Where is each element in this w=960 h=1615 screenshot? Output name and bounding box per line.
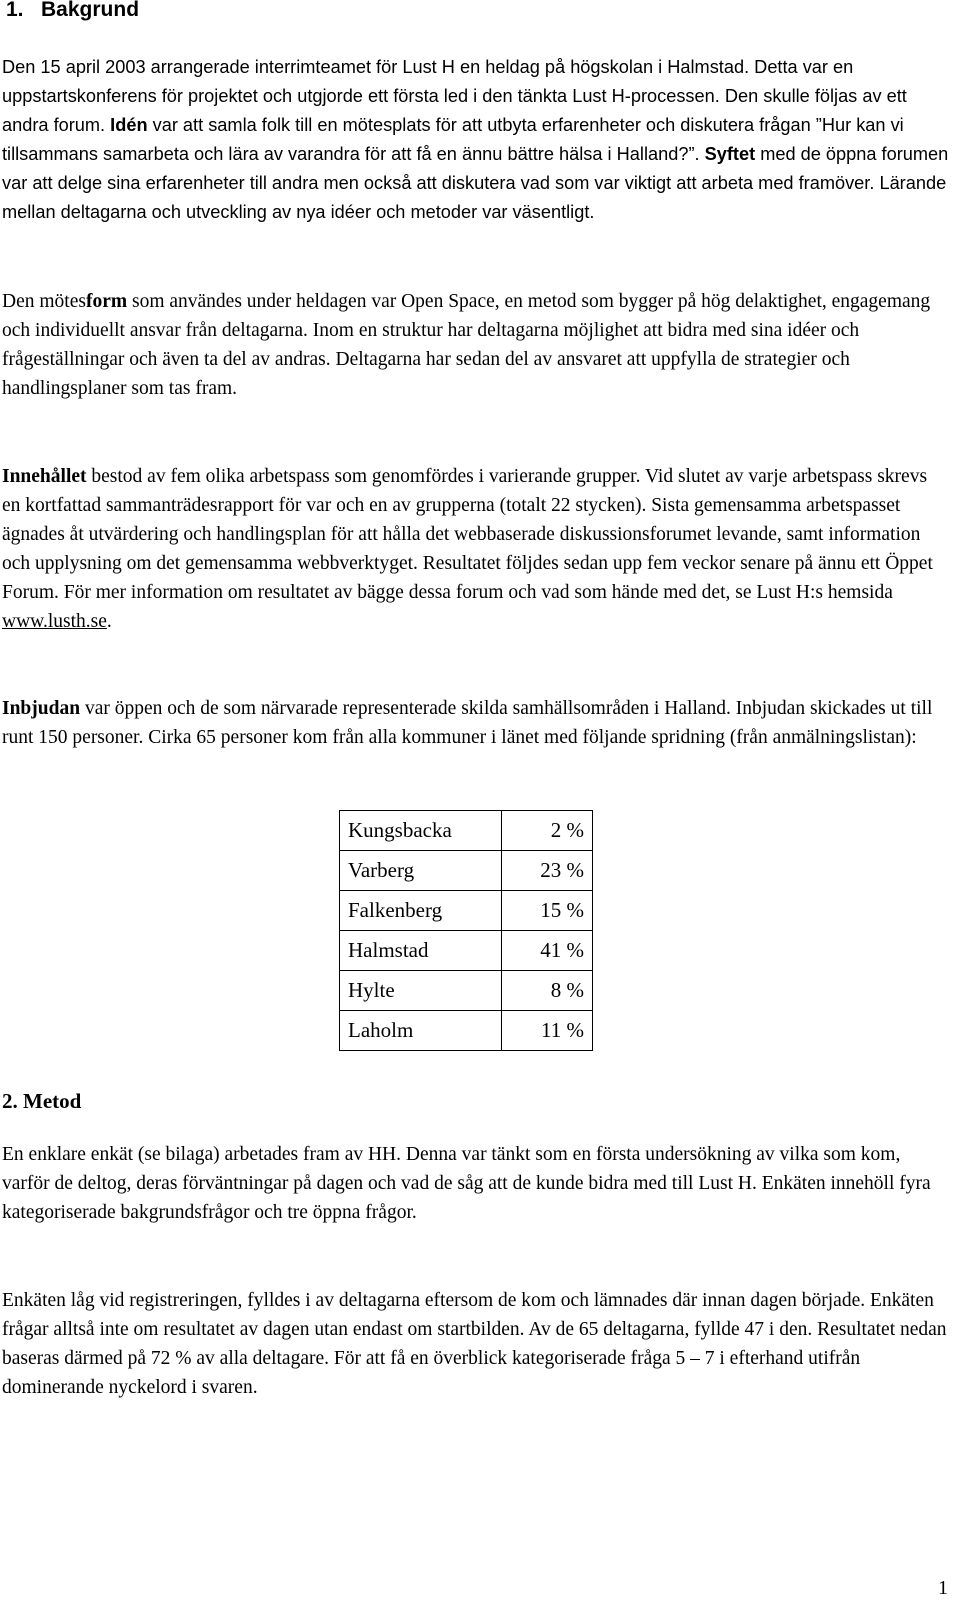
paragraph-background bbox=[2, 53, 950, 227]
table-row bbox=[340, 891, 593, 931]
percent-cell: 2 % bbox=[502, 811, 593, 851]
bold-term-innehallet: Innehållet bbox=[2, 466, 87, 487]
town-cell: Kungsbacka bbox=[340, 811, 502, 851]
text-run: Den 15 april 2003 arrangerade interrimteamet för Lust H en heldag på högskolan i Halmstad. Detta var en uppstartskonferens för projektet och utgjorde ett första led i den tänkta Lust H-processen. Den skulle följas av ett andra forum. bbox=[2, 57, 907, 135]
town-cell: Falkenberg bbox=[340, 891, 502, 931]
paragraph-invitation bbox=[2, 694, 950, 752]
bold-term-inbjudan: Inbjudan bbox=[2, 698, 81, 719]
town-cell: Hylte bbox=[340, 971, 502, 1011]
text-run: Den mötes bbox=[2, 291, 86, 312]
town-cell: Varberg bbox=[340, 851, 502, 891]
text-run: bestod av fem olika arbetspass som genomfördes i varierande grupper. Vid slutet av varje arbetspass skrevs en kortfattad sammanträdesrapport för var och en av grupperna (totalt 22 stycken). Sista gemensamma arbetspasset ägnades åt utvärdering och handlingsplan för att hålla det webbaserade diskussionsforumet levande, samt information och upplysning om det gemensamma webbverktyget. Resultatet följdes sedan upp fem veckor senare på ännu ett Öppet Forum. För mer information om resultatet av bägge dessa forum och vad som hände med det, se Lust H:s hemsida bbox=[2, 466, 933, 603]
bold-term-form: form bbox=[85, 291, 128, 312]
text-run: med de öppna forumen var att delge sina erfarenheter till andra men också att diskutera vad som var viktigt att arbeta med framöver. Lärande mellan deltagarna och utveckling av nya idéer och metoder var väsentligt. bbox=[2, 144, 949, 222]
town-cell: Laholm bbox=[340, 1011, 502, 1051]
percent-cell: 41 % bbox=[502, 931, 593, 971]
paragraph-form bbox=[2, 287, 950, 403]
paragraph-method: En enklare enkät (se bilaga) arbetades fram av HH. Denna var tänkt som en första undersökning av vilka som kom, varför de deltog, deras förväntningar på dagen och vad de såg att de kunde bidra med till Lust H. Enkäten innehöll fyra kategoriserade bakgrundsfrågor och tre öppna frågor. bbox=[2, 1144, 931, 1223]
text-run: . bbox=[106, 611, 112, 632]
table-row bbox=[340, 851, 593, 891]
page-number: 1 bbox=[938, 1577, 948, 1599]
website-link[interactable]: www.lusth.se bbox=[2, 611, 107, 632]
distribution-table bbox=[339, 810, 593, 1051]
section-heading-metod: 2. Metod bbox=[2, 1089, 82, 1113]
section-heading-bakgrund: 1. Bakgrund bbox=[6, 0, 140, 21]
town-cell: Halmstad bbox=[340, 931, 502, 971]
table-row bbox=[340, 931, 593, 971]
percent-cell: 11 % bbox=[502, 1011, 593, 1051]
bold-term-syftet: Syftet bbox=[704, 144, 756, 164]
bold-term-iden: Idén bbox=[110, 115, 148, 135]
text-run: som användes under heldagen var Open Space, en metod som bygger på hög delaktighet, engagemang och individuellt ansvar från deltagarna. Inom en struktur har deltagarna möjlighet att bidra med sina idéer och frågeställningar och även ta del av andras. Deltagarna har sedan del av ansvaret att uppfylla de strategier och handlingsplaner som tas fram. bbox=[2, 291, 931, 399]
table-row bbox=[340, 1011, 593, 1051]
percent-cell: 8 % bbox=[502, 971, 593, 1011]
paragraph-survey: Enkäten låg vid registreringen, fylldes i av deltagarna eftersom de kom och lämnades där innan dagen började. Enkäten frågar alltså inte om resultatet av dagen utan endast om startbilden. Av de 65 deltagarna, fyllde 47 i den. Resultatet nedan baseras därmed på 72 % av alla deltagare. För att få en överblick kategoriserade fråga 5 – 7 i efterhand utifrån dominerande nyckelord i svaren. bbox=[2, 1290, 947, 1398]
text-run: var öppen och de som närvarade representerade skilda samhällsområden i Halland. Inbjudan skickades ut till runt 150 personer. Cirka 65 personer kom från alla kommuner i länet med följande spridning (från anmälningslistan): bbox=[2, 698, 933, 748]
paragraph-content bbox=[2, 462, 950, 636]
percent-cell: 23 % bbox=[502, 851, 593, 891]
text-run: var att samla folk till en mötesplats för att utbyta erfarenheter och diskutera frågan ”Hur kan vi tillsammans samarbeta och lära av varandra för att få en ännu bättre hälsa i Halland?”. bbox=[2, 115, 904, 164]
percent-cell: 15 % bbox=[502, 891, 593, 931]
table-row bbox=[340, 971, 593, 1011]
table-row bbox=[340, 811, 593, 851]
